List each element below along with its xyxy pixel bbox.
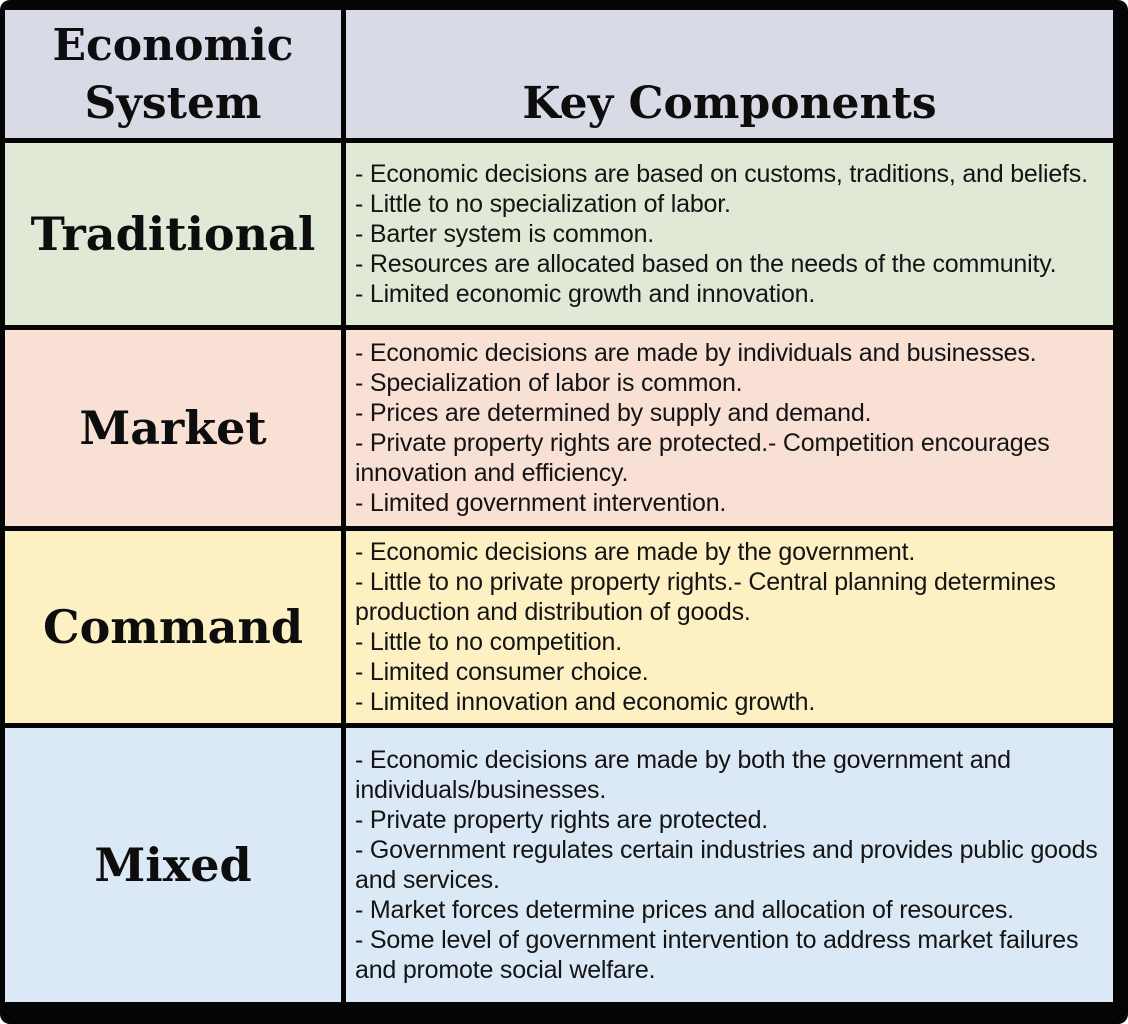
market-bullet-1: - Economic decisions are made by individuals and businesses. — [355, 339, 1037, 367]
command-bullet-4: - Limited consumer choice. — [355, 658, 649, 686]
row-content-market — [346, 330, 1113, 526]
market-bullet-2: - Specialization of labor is common. — [355, 369, 743, 397]
mixed-bullet-1: - Economic decisions are made by both the government and individuals/businesses. — [355, 746, 1011, 804]
traditional-bullet-2: - Little to no specialization of labor. — [355, 190, 731, 218]
command-bullet-3: - Little to no competition. — [355, 628, 622, 656]
mixed-bullet-2: - Private property rights are protected. — [355, 806, 769, 834]
traditional-bullet-5: - Limited economic growth and innovation. — [355, 280, 816, 308]
traditional-bullet-1: - Economic decisions are based on customs, traditions, and beliefs. — [355, 160, 1088, 188]
mixed-bullet-4: - Market forces determine prices and allocation of resources. — [355, 896, 1014, 924]
market-label: Market — [79, 401, 267, 455]
command-label: Command — [42, 600, 304, 654]
row-content-mixed — [346, 728, 1113, 1002]
traditional-bullet-3: - Barter system is common. — [355, 220, 655, 248]
row-label-mixed — [5, 728, 341, 1002]
market-bullet-3: - Prices are determined by supply and demand. — [355, 399, 872, 427]
command-bullet-5: - Limited innovation and economic growth. — [355, 688, 816, 716]
market-bullet-4: - Private property rights are protected.- Competition encourages innovation and efficiency. — [355, 429, 1050, 487]
traditional-bullet-4: - Resources are allocated based on the needs of the community. — [355, 250, 1057, 278]
row-content-command — [346, 531, 1113, 723]
command-bullet-2: - Little to no private property rights.- Central planning determines production and distribution of goods. — [355, 568, 1056, 626]
command-bullet-1: - Economic decisions are made by the government. — [355, 538, 916, 566]
row-label-traditional — [5, 143, 341, 325]
row-label-command — [5, 531, 341, 723]
header-economic-system-label: Economic System — [52, 19, 294, 130]
traditional-label: Traditional — [30, 207, 316, 261]
mixed-bullet-3: - Government regulates certain industries and provides public goods and services. — [355, 836, 1098, 894]
market-bullet-5: - Limited government intervention. — [355, 489, 727, 517]
row-content-traditional — [346, 143, 1113, 325]
mixed-label: Mixed — [94, 838, 252, 892]
row-label-market — [5, 330, 341, 526]
header-key-components-label: Key Components — [522, 78, 937, 130]
mixed-bullet-5: - Some level of government intervention to address market failures and promote social welfare. — [355, 926, 1079, 984]
header-cell-key-components — [346, 10, 1113, 138]
header-cell-economic-system — [5, 10, 341, 138]
